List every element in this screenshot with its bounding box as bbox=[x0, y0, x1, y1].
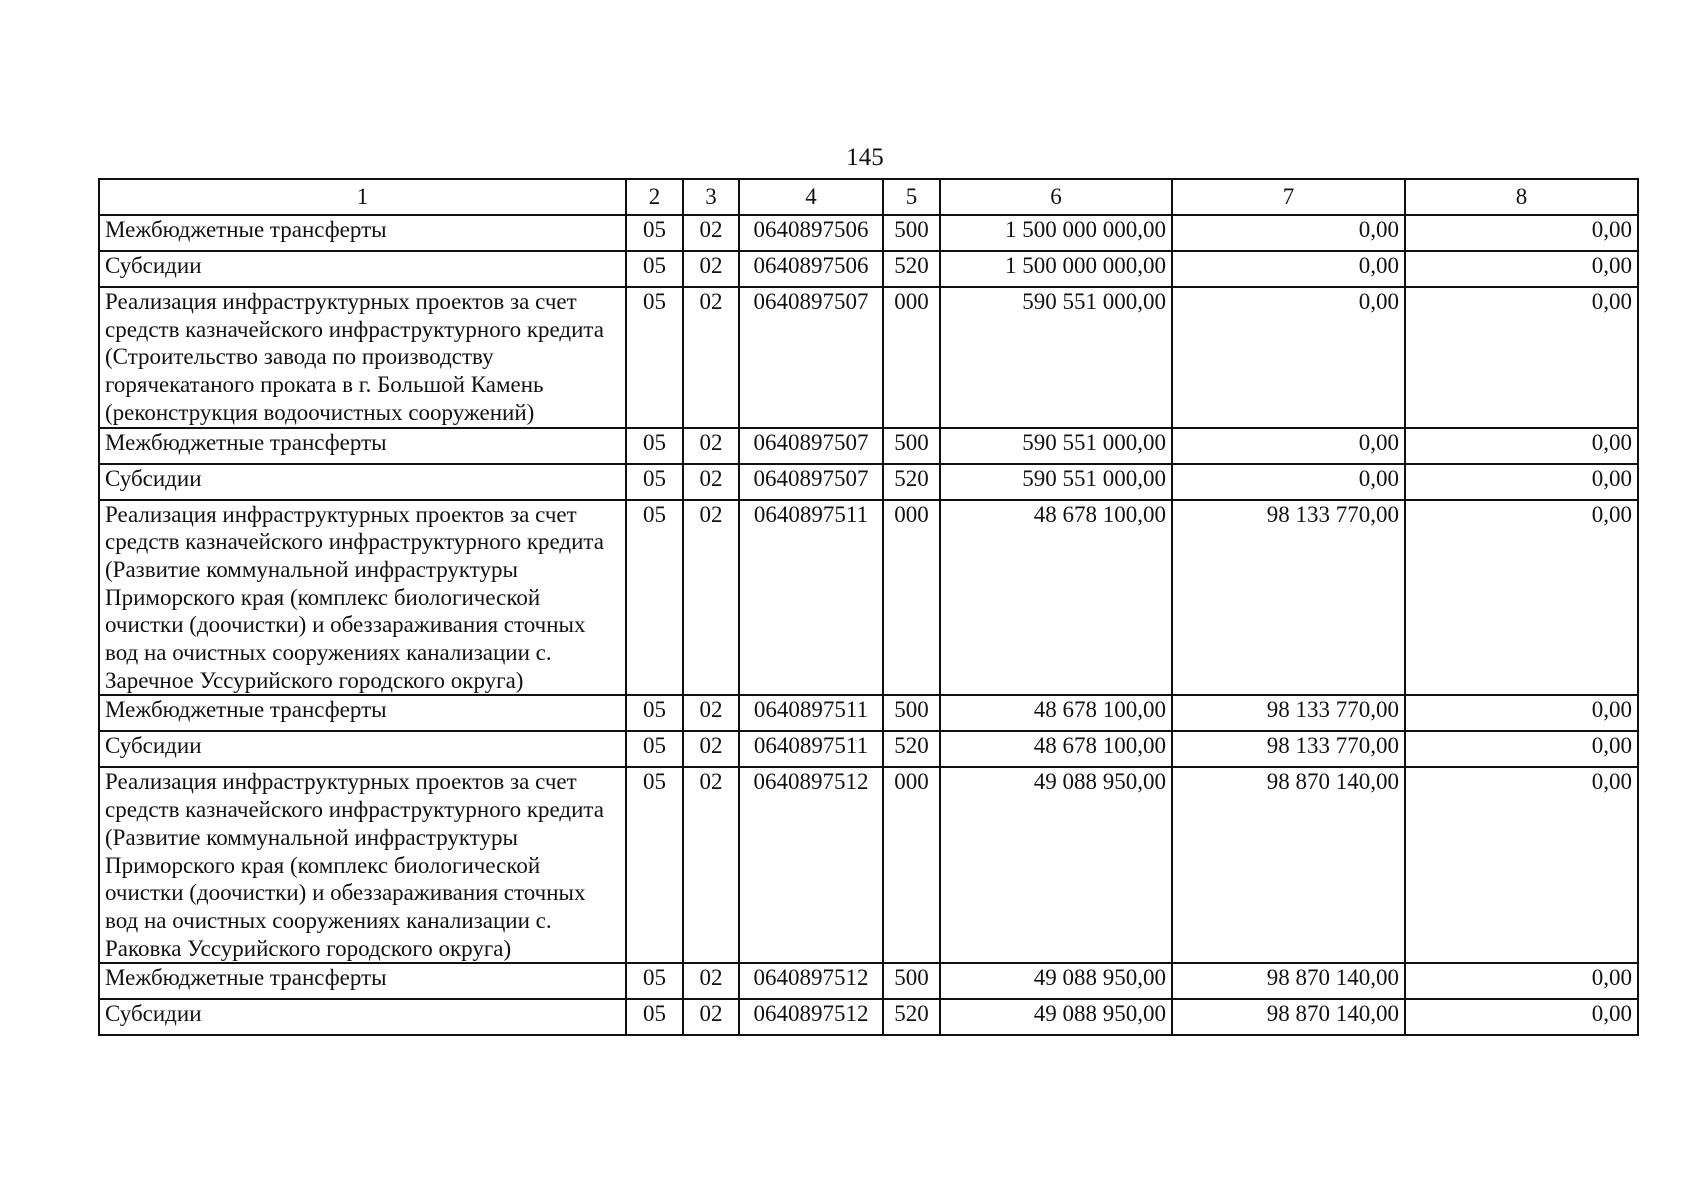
row-name-cell: Реализация инфраструктурных проектов за счет средств казначейского инфраструктурного кредита (Строительство завода по производству горячекатаного проката в г. Большой Камень (реконструкция водоочистных сооружений) bbox=[99, 287, 626, 428]
target-article-cell: 0640897512 bbox=[739, 767, 883, 963]
column-header: 7 bbox=[1172, 179, 1405, 215]
table-row bbox=[99, 731, 1638, 767]
amount-col6-cell: 590 551 000,00 bbox=[940, 464, 1172, 500]
section-code-cell: 05 bbox=[626, 963, 683, 999]
section-code-cell: 05 bbox=[626, 251, 683, 287]
row-name-cell: Субсидии bbox=[99, 251, 626, 287]
expense-type-cell: 500 bbox=[883, 695, 940, 731]
row-name-cell: Межбюджетные трансферты bbox=[99, 695, 626, 731]
amount-col7-cell: 98 133 770,00 bbox=[1172, 695, 1405, 731]
amount-col7-cell: 0,00 bbox=[1172, 251, 1405, 287]
table-header-row bbox=[99, 179, 1638, 215]
section-code-cell: 05 bbox=[626, 464, 683, 500]
table-row bbox=[99, 767, 1638, 963]
amount-col8-cell: 0,00 bbox=[1405, 251, 1638, 287]
amount-col6-cell: 1 500 000 000,00 bbox=[940, 215, 1172, 251]
target-article-cell: 0640897512 bbox=[739, 963, 883, 999]
amount-col8-cell: 0,00 bbox=[1405, 500, 1638, 696]
subsection-code-cell: 02 bbox=[683, 695, 739, 731]
subsection-code-cell: 02 bbox=[683, 731, 739, 767]
amount-col7-cell: 98 870 140,00 bbox=[1172, 767, 1405, 963]
budget-table bbox=[98, 178, 1639, 1036]
section-code-cell: 05 bbox=[626, 695, 683, 731]
column-header: 5 bbox=[883, 179, 940, 215]
table-row bbox=[99, 215, 1638, 251]
section-code-cell: 05 bbox=[626, 999, 683, 1035]
column-header: 4 bbox=[739, 179, 883, 215]
amount-col8-cell: 0,00 bbox=[1405, 767, 1638, 963]
target-article-cell: 0640897511 bbox=[739, 500, 883, 696]
subsection-code-cell: 02 bbox=[683, 251, 739, 287]
target-article-cell: 0640897511 bbox=[739, 695, 883, 731]
expense-type-cell: 000 bbox=[883, 767, 940, 963]
row-name-cell: Реализация инфраструктурных проектов за счет средств казначейского инфраструктурного кредита (Развитие коммунальной инфраструктуры Приморского края (комплекс биологической очистки (доочистки) и обеззараживания сточных вод на очистных сооружениях канализации с. Раковка Уссурийского городского округа) bbox=[99, 767, 626, 963]
amount-col6-cell: 48 678 100,00 bbox=[940, 500, 1172, 696]
amount-col7-cell: 98 133 770,00 bbox=[1172, 500, 1405, 696]
expense-type-cell: 500 bbox=[883, 215, 940, 251]
amount-col6-cell: 48 678 100,00 bbox=[940, 695, 1172, 731]
target-article-cell: 0640897507 bbox=[739, 287, 883, 428]
amount-col8-cell: 0,00 bbox=[1405, 464, 1638, 500]
amount-col6-cell: 590 551 000,00 bbox=[940, 428, 1172, 464]
amount-col8-cell: 0,00 bbox=[1405, 287, 1638, 428]
amount-col6-cell: 49 088 950,00 bbox=[940, 963, 1172, 999]
amount-col6-cell: 590 551 000,00 bbox=[940, 287, 1172, 428]
amount-col7-cell: 0,00 bbox=[1172, 464, 1405, 500]
subsection-code-cell: 02 bbox=[683, 464, 739, 500]
expense-type-cell: 520 bbox=[883, 731, 940, 767]
table-row bbox=[99, 464, 1638, 500]
subsection-code-cell: 02 bbox=[683, 428, 739, 464]
column-header: 2 bbox=[626, 179, 683, 215]
amount-col7-cell: 98 133 770,00 bbox=[1172, 731, 1405, 767]
expense-type-cell: 520 bbox=[883, 999, 940, 1035]
subsection-code-cell: 02 bbox=[683, 767, 739, 963]
row-name-cell: Субсидии bbox=[99, 464, 626, 500]
amount-col7-cell: 98 870 140,00 bbox=[1172, 963, 1405, 999]
subsection-code-cell: 02 bbox=[683, 287, 739, 428]
amount-col8-cell: 0,00 bbox=[1405, 428, 1638, 464]
section-code-cell: 05 bbox=[626, 215, 683, 251]
section-code-cell: 05 bbox=[626, 428, 683, 464]
row-name-cell: Межбюджетные трансферты bbox=[99, 428, 626, 464]
expense-type-cell: 000 bbox=[883, 500, 940, 696]
amount-col8-cell: 0,00 bbox=[1405, 695, 1638, 731]
row-name-cell: Межбюджетные трансферты bbox=[99, 215, 626, 251]
expense-type-cell: 520 bbox=[883, 464, 940, 500]
expense-type-cell: 500 bbox=[883, 963, 940, 999]
column-header: 8 bbox=[1405, 179, 1638, 215]
target-article-cell: 0640897511 bbox=[739, 731, 883, 767]
row-name-cell: Реализация инфраструктурных проектов за счет средств казначейского инфраструктурного кредита (Развитие коммунальной инфраструктуры Приморского края (комплекс биологической очистки (доочистки) и обеззараживания сточных вод на очистных сооружениях канализации с. Заречное Уссурийского городского округа) bbox=[99, 500, 626, 696]
section-code-cell: 05 bbox=[626, 500, 683, 696]
amount-col8-cell: 0,00 bbox=[1405, 963, 1638, 999]
row-name-cell: Субсидии bbox=[99, 999, 626, 1035]
amount-col8-cell: 0,00 bbox=[1405, 731, 1638, 767]
table-row bbox=[99, 287, 1638, 428]
expense-type-cell: 000 bbox=[883, 287, 940, 428]
target-article-cell: 0640897512 bbox=[739, 999, 883, 1035]
table-row bbox=[99, 963, 1638, 999]
target-article-cell: 0640897506 bbox=[739, 215, 883, 251]
amount-col6-cell: 48 678 100,00 bbox=[940, 731, 1172, 767]
amount-col8-cell: 0,00 bbox=[1405, 999, 1638, 1035]
expense-type-cell: 500 bbox=[883, 428, 940, 464]
table-row bbox=[99, 695, 1638, 731]
row-name-cell: Межбюджетные трансферты bbox=[99, 963, 626, 999]
section-code-cell: 05 bbox=[626, 287, 683, 428]
table-row bbox=[99, 251, 1638, 287]
subsection-code-cell: 02 bbox=[683, 963, 739, 999]
amount-col7-cell: 98 870 140,00 bbox=[1172, 999, 1405, 1035]
amount-col7-cell: 0,00 bbox=[1172, 428, 1405, 464]
section-code-cell: 05 bbox=[626, 731, 683, 767]
target-article-cell: 0640897506 bbox=[739, 251, 883, 287]
amount-col6-cell: 49 088 950,00 bbox=[940, 999, 1172, 1035]
amount-col8-cell: 0,00 bbox=[1405, 215, 1638, 251]
amount-col7-cell: 0,00 bbox=[1172, 287, 1405, 428]
table-row bbox=[99, 500, 1638, 696]
table-row bbox=[99, 999, 1638, 1035]
amount-col6-cell: 49 088 950,00 bbox=[940, 767, 1172, 963]
table-row bbox=[99, 428, 1638, 464]
amount-col7-cell: 0,00 bbox=[1172, 215, 1405, 251]
expense-type-cell: 520 bbox=[883, 251, 940, 287]
row-name-cell: Субсидии bbox=[99, 731, 626, 767]
page-number: 145 bbox=[846, 144, 884, 171]
target-article-cell: 0640897507 bbox=[739, 464, 883, 500]
subsection-code-cell: 02 bbox=[683, 215, 739, 251]
column-header: 1 bbox=[99, 179, 626, 215]
column-header: 3 bbox=[683, 179, 739, 215]
subsection-code-cell: 02 bbox=[683, 999, 739, 1035]
amount-col6-cell: 1 500 000 000,00 bbox=[940, 251, 1172, 287]
section-code-cell: 05 bbox=[626, 767, 683, 963]
subsection-code-cell: 02 bbox=[683, 500, 739, 696]
target-article-cell: 0640897507 bbox=[739, 428, 883, 464]
column-header: 6 bbox=[940, 179, 1172, 215]
